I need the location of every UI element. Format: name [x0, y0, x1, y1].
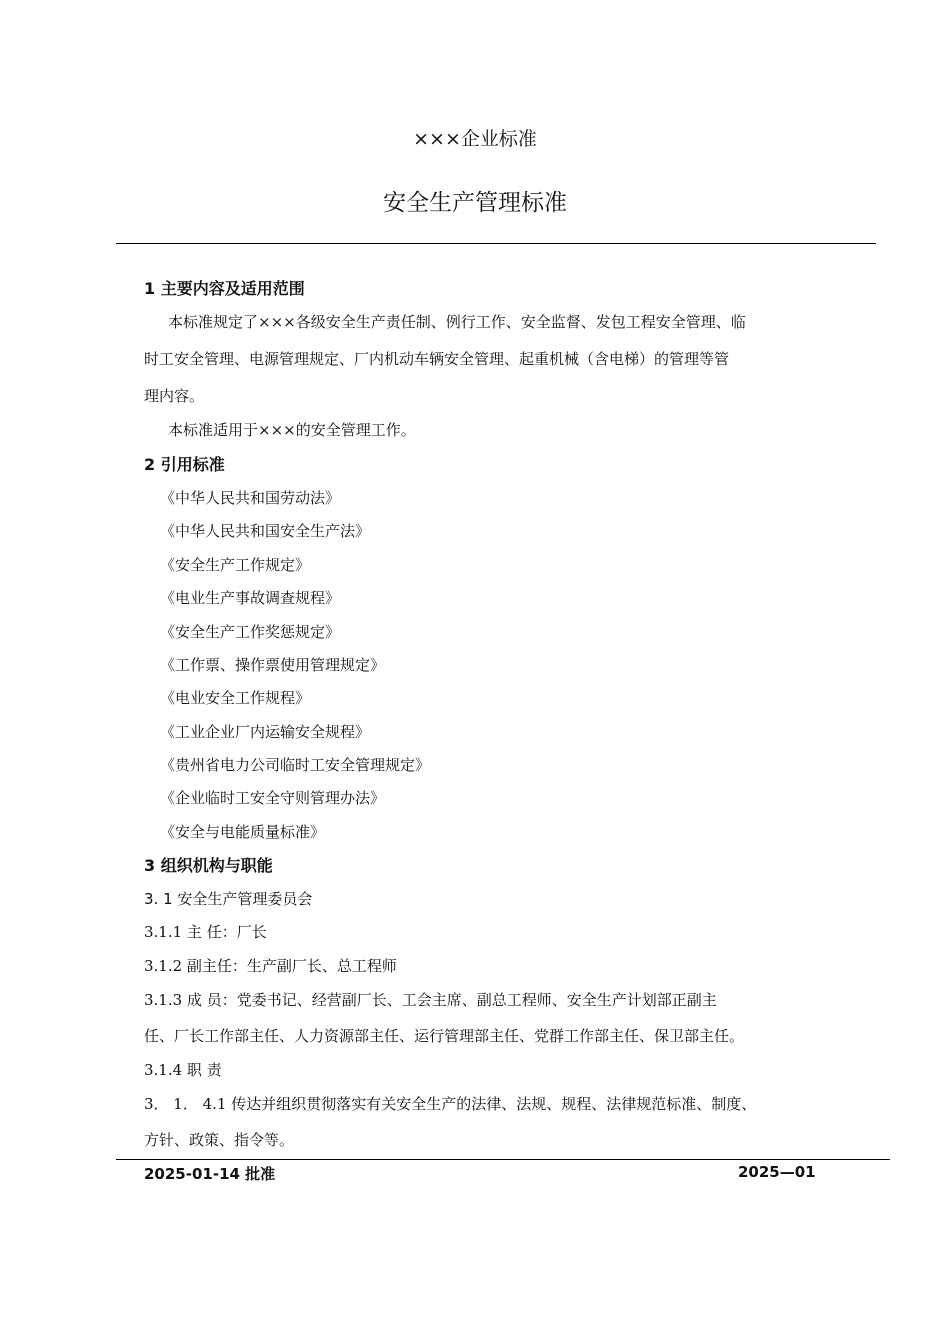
committee-members-line: 任、厂长工作部主任、人力资源部主任、运行管理部主任、党群工作部主任、保卫部主任。	[144, 1027, 745, 1045]
reference-item: 《安全生产工作奖惩规定》	[160, 623, 341, 641]
section-2-heading: 2 引用标准	[144, 455, 225, 474]
committee-members-line: 3.1.3 成 员：党委书记、经营副厂长、工会主席、副总工程师、安全生产计划部正副主	[144, 991, 717, 1009]
document-date-code: 2025—01	[738, 1163, 816, 1181]
approval-date: 2025-01-14 批准	[144, 1165, 276, 1183]
committee-chair: 3.1.1 主 任：厂长	[144, 923, 267, 941]
reference-item: 《贵州省电力公司临时工安全管理规定》	[160, 756, 431, 774]
duty-item-line: 3． 1． 4.1 传达并组织贯彻落实有关安全生产的法律、法规、规程、法律规范标准、制度、	[144, 1095, 757, 1113]
reference-item: 《中华人民共和国安全生产法》	[160, 522, 371, 540]
committee-duties-heading: 3.1.4 职 责	[144, 1061, 222, 1079]
section-1-scope-paragraph: 本标准适用于×××的安全管理工作。	[168, 421, 416, 439]
section-1-paragraph-line: 理内容。	[144, 387, 205, 405]
reference-item: 《电业安全工作规程》	[160, 689, 311, 707]
committee-vice-chair: 3.1.2 副主任：生产副厂长、总工程师	[144, 957, 397, 975]
reference-item: 《工作票、操作票使用管理规定》	[160, 656, 386, 674]
reference-item: 《安全与电能质量标准》	[160, 823, 326, 841]
subsection-3-1-heading: 3. 1 安全生产管理委员会	[144, 890, 313, 908]
section-1-paragraph-line: 本标准规定了×××各级安全生产责任制、例行工作、安全监督、发包工程安全管理、临	[168, 313, 746, 331]
reference-item: 《工业企业厂内运输安全规程》	[160, 723, 371, 741]
reference-item: 《电业生产事故调查规程》	[160, 589, 341, 607]
footer-divider	[116, 1159, 890, 1160]
section-3-heading: 3 组织机构与职能	[144, 856, 273, 875]
reference-item: 《中华人民共和国劳动法》	[160, 489, 341, 507]
duty-item-line: 方针、政策、指令等。	[144, 1131, 295, 1149]
section-1-paragraph-line: 时工安全管理、电源管理规定、厂内机动车辆安全管理、起重机械（含电梯）的管理等管	[144, 350, 730, 368]
reference-item: 《企业临时工安全守则管理办法》	[160, 789, 386, 807]
org-standard-title: ×××企业标准	[413, 128, 537, 150]
document-title: 安全生产管理标准	[383, 190, 567, 216]
section-1-heading: 1 主要内容及适用范围	[144, 279, 305, 298]
header-divider	[116, 243, 876, 244]
reference-item: 《安全生产工作规定》	[160, 556, 311, 574]
